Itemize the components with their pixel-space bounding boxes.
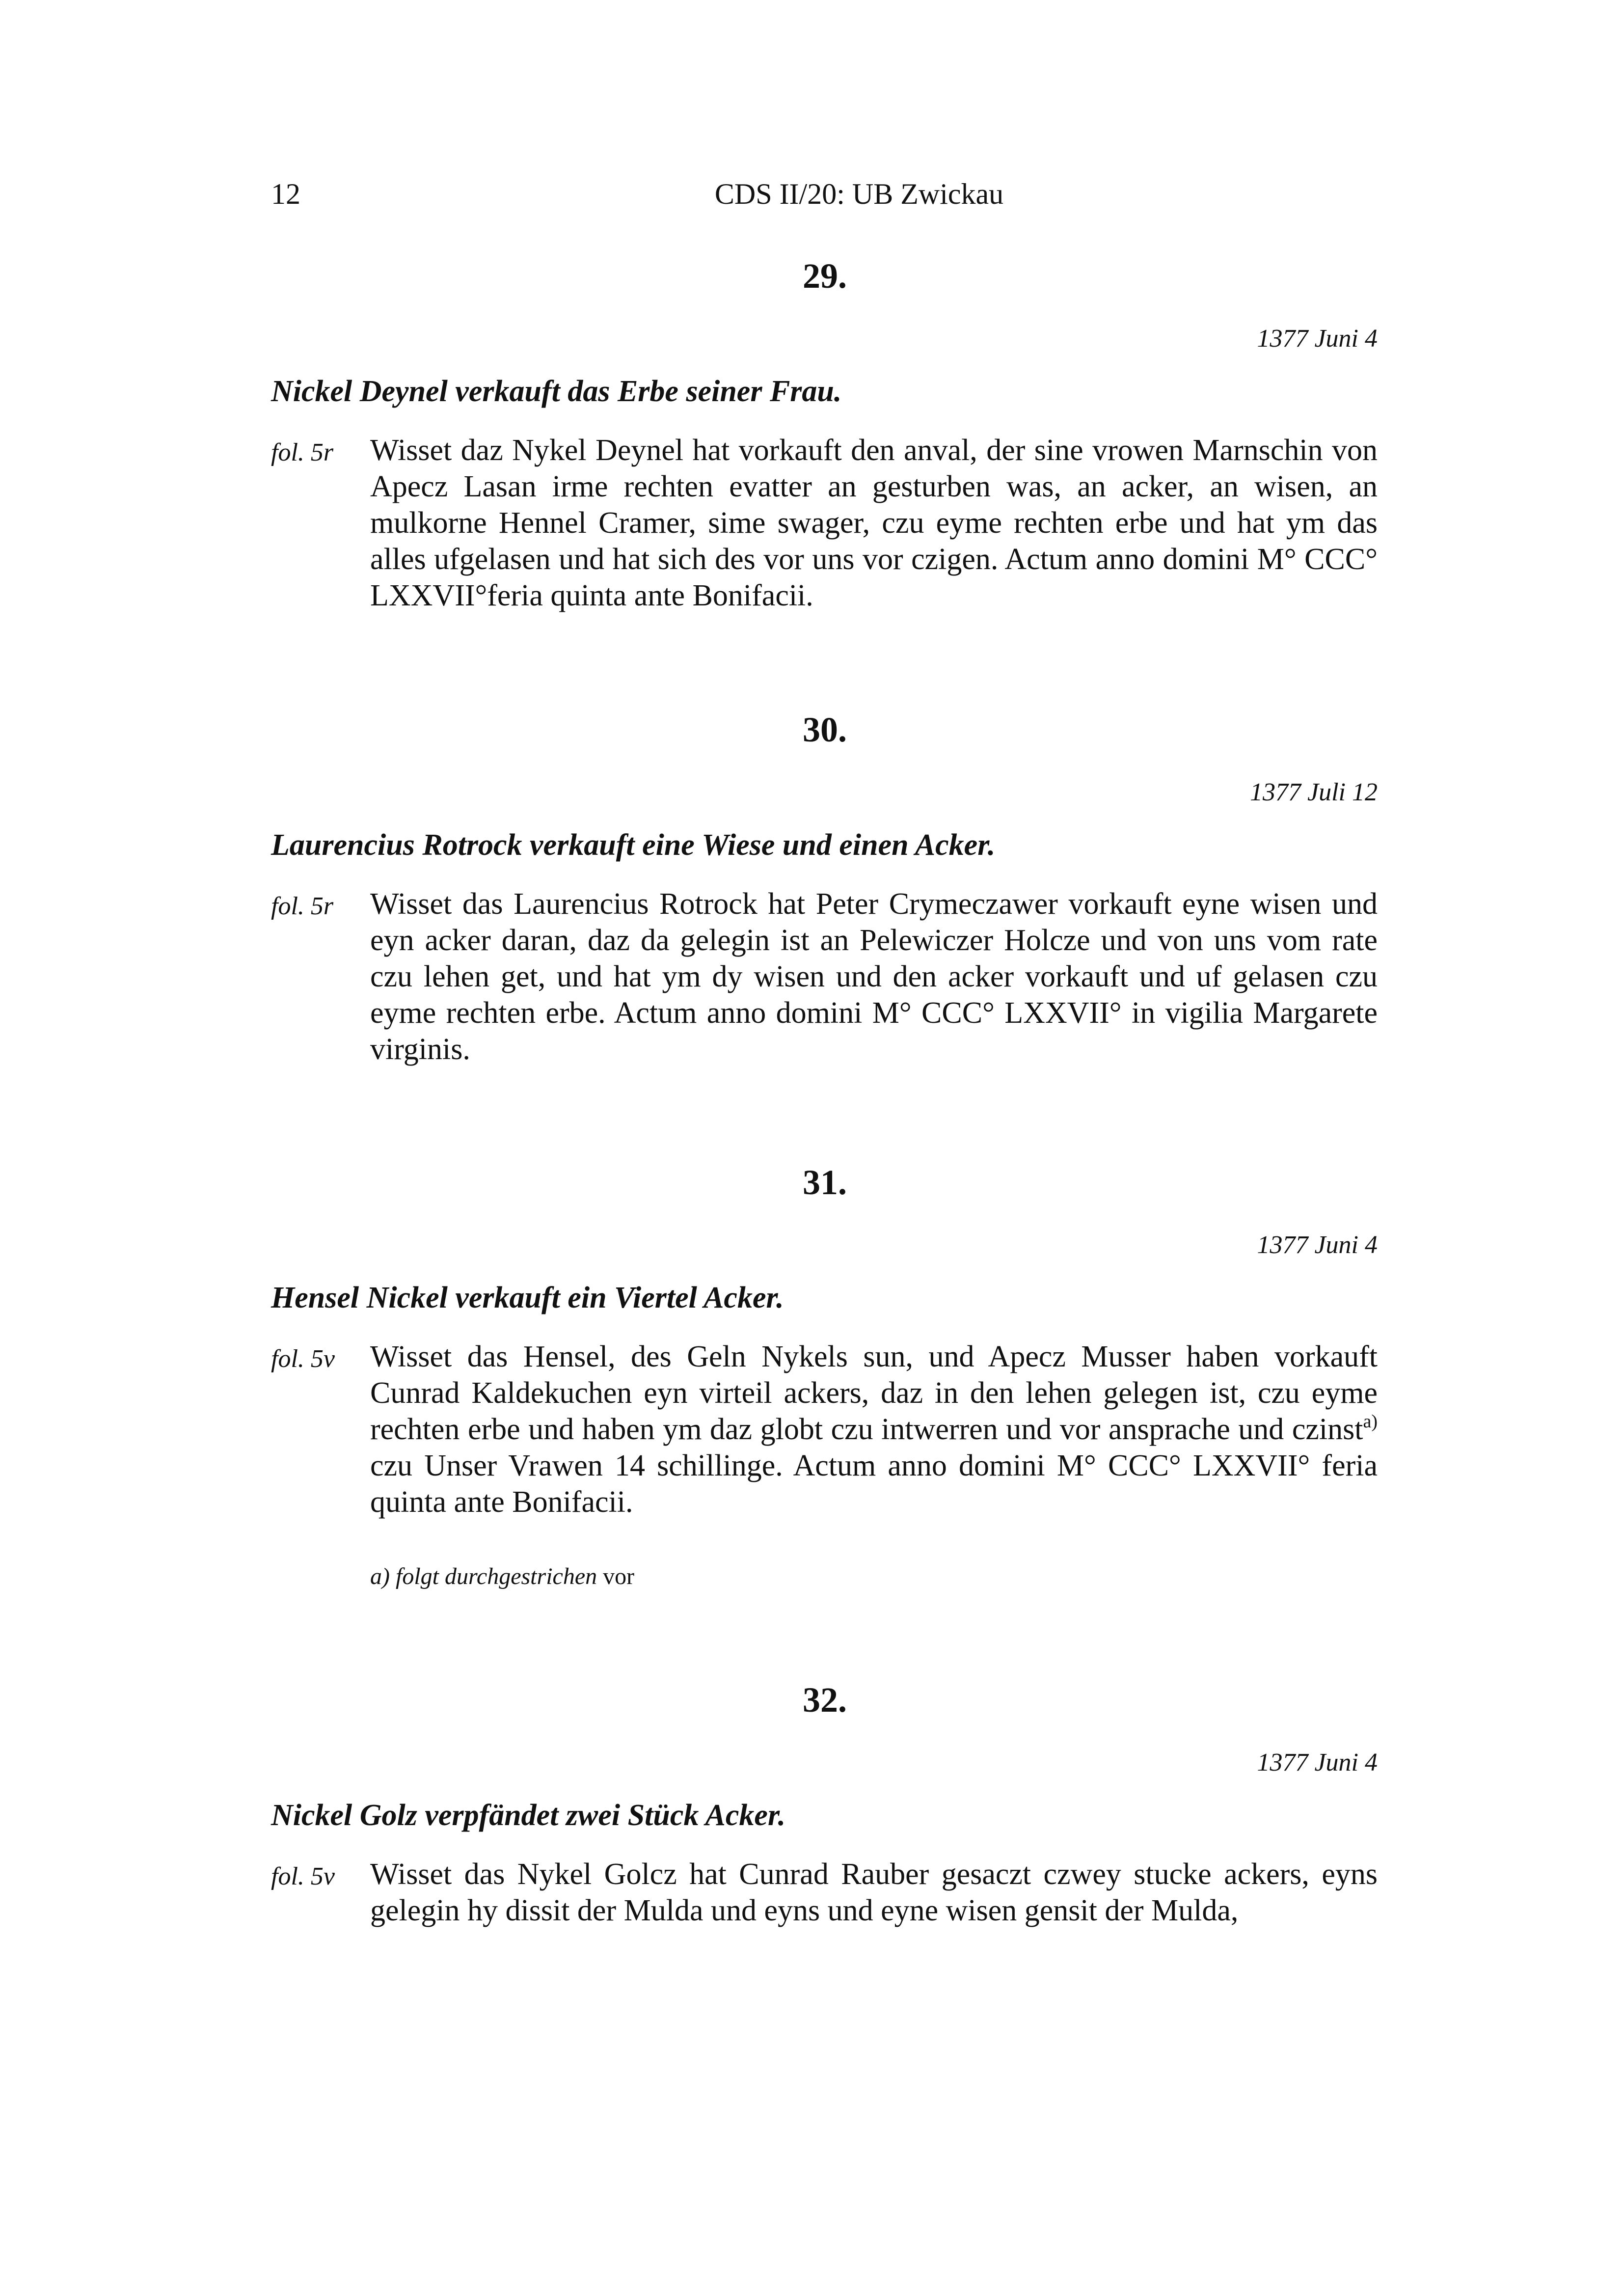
entry-text-part: czu Unser Vrawen 14 schillinge. Actum anno domini M° CCC° LXXVII° feria quinta ante Bonifacii. bbox=[370, 1449, 1378, 1519]
entry-32 bbox=[0, 1679, 1623, 2072]
entry-text: Wisset das Nykel Golcz hat Cunrad Rauber gesaczt czwey stucke ackers, eyns gelegin hy dissit der Mulda und eyns und eyne wisen gensit der Mulda, bbox=[370, 1858, 1378, 1927]
footnote-marker: a) bbox=[1363, 1411, 1378, 1432]
page-number: 12 bbox=[271, 178, 300, 210]
entry-text bbox=[370, 1339, 1378, 1520]
folio-reference: fol. 5v bbox=[271, 1345, 335, 1373]
entry-title: Laurencius Rotrock verkauft eine Wiese und einen Acker. bbox=[271, 828, 996, 862]
folio-reference: fol. 5r bbox=[271, 438, 334, 466]
entry-title: Nickel Deynel verkauft das Erbe seiner Frau. bbox=[271, 375, 842, 408]
footnote-plain: vor bbox=[597, 1563, 635, 1589]
entry-date: 1377 Juni 4 bbox=[1257, 1749, 1378, 1777]
entry-date: 1377 Juni 4 bbox=[1257, 325, 1378, 353]
folio-reference: fol. 5v bbox=[271, 1862, 335, 1890]
entry-number: 32. bbox=[803, 1680, 847, 1720]
entry-29 bbox=[0, 255, 1623, 648]
footnote bbox=[370, 1562, 634, 1591]
footnote-italic: a) folgt durchgestrichen bbox=[370, 1563, 597, 1589]
entry-text: Wisset das Laurencius Rotrock hat Peter Crymeczawer vorkauft eyne wisen und eyn acker daran, daz da gelegin ist an Pelewiczer Holcze und von uns vom rate czu lehen get, und hat ym dy wisen und den acker vorkauft und uf gelasen czu eyme rechten erbe. Actum anno domini M° CCC° LXXVII° in vigilia Margarete virginis. bbox=[370, 887, 1378, 1066]
entry-number: 29. bbox=[803, 256, 847, 296]
entry-31 bbox=[0, 1162, 1623, 1653]
entry-number: 30. bbox=[803, 710, 847, 749]
running-head: CDS II/20: UB Zwickau bbox=[714, 178, 1004, 210]
folio-reference: fol. 5r bbox=[271, 892, 334, 920]
entry-text-part: Wisset das Hensel, des Geln Nykels sun, und Apecz Musser haben vorkauft Cunrad Kaldekuchen eyn virteil ackers, daz in den lehen gelegen ist, czu eyme rechten erbe und haben ym daz globt czu intwerren und vor ansprache und czinst bbox=[370, 1340, 1378, 1446]
entry-title: Nickel Golz verpfändet zwei Stück Acker. bbox=[271, 1799, 786, 1832]
entry-number: 31. bbox=[803, 1163, 847, 1202]
entry-date: 1377 Juli 12 bbox=[1250, 778, 1378, 806]
entry-date: 1377 Juni 4 bbox=[1257, 1231, 1378, 1259]
entry-30 bbox=[0, 709, 1623, 1102]
entry-text: Wisset daz Nykel Deynel hat vorkauft den anval, der sine vrowen Marnschin von Apecz Lasan irme rechten evatter an gesturben was, an acker, an wisen, an mulkorne Hennel Cramer, sime swager, czu eyme rechten erbe und hat ym das alles ufgelasen und hat sich des vor uns vor czigen. Actum anno domini M° CCC° LXXVII°feria quinta ante Bonifacii. bbox=[370, 434, 1378, 612]
entry-title: Hensel Nickel verkauft ein Viertel Acker. bbox=[271, 1281, 784, 1314]
